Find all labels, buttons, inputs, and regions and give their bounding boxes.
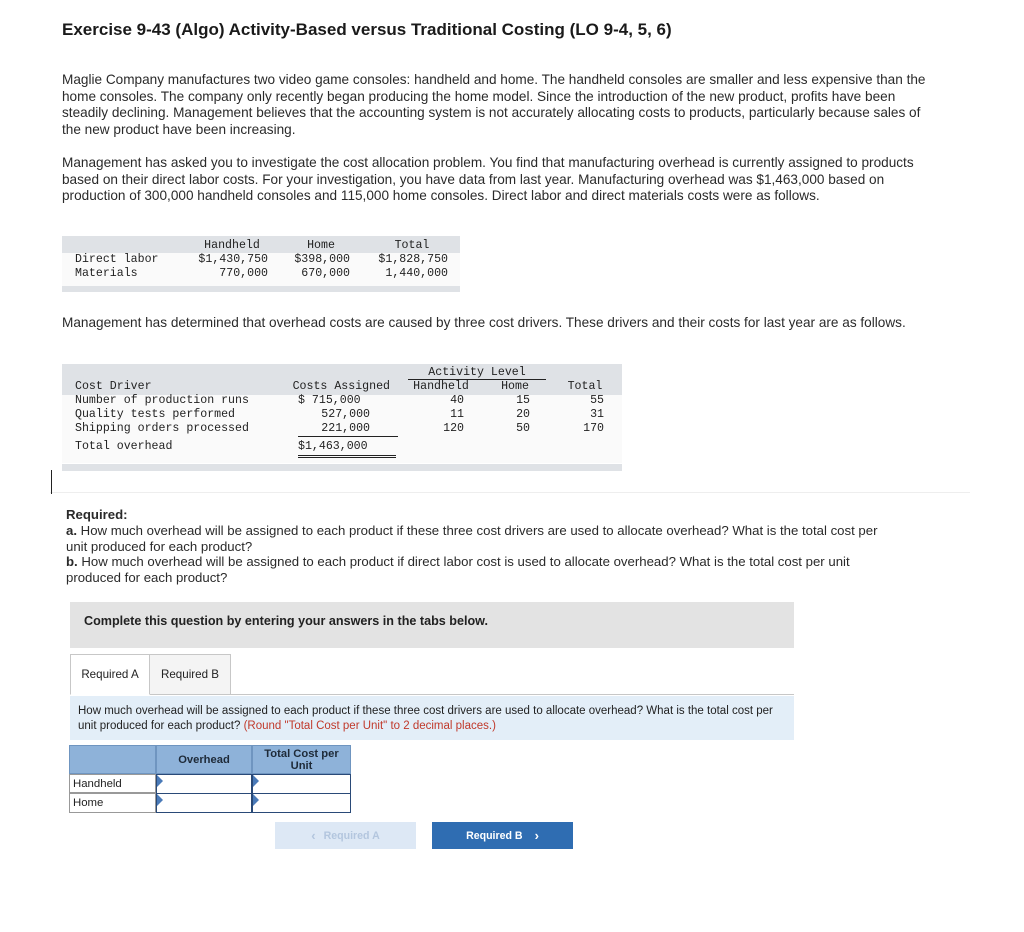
driver-table-footer-bar: [62, 464, 622, 471]
question-text-container: [78, 704, 778, 734]
cell-shipping-total: 170: [583, 422, 604, 435]
cell-runs-handheld: 40: [450, 394, 464, 407]
required-b: [66, 554, 896, 585]
row-label-materials: Materials: [75, 267, 138, 280]
cell-runs-cost: $ 715,000: [298, 394, 361, 407]
home-overhead-input[interactable]: [156, 793, 252, 813]
home-total-cost-input[interactable]: [252, 793, 351, 813]
instructions-banner: [70, 602, 794, 648]
row-label-production-runs: Number of production runs: [75, 394, 249, 407]
row-label-quality-tests: Quality tests performed: [75, 408, 236, 421]
answer-header-overhead: Overhead: [156, 745, 252, 774]
question-text: How much overhead will be assigned to each product if these three cost drivers are used to allocate overhead? What is the total cost per unit produced for each product?: [78, 705, 773, 732]
col-header-home: Home: [501, 380, 529, 393]
cell-runs-total: 55: [590, 394, 604, 407]
cell-total-overhead: $1,463,000: [298, 440, 396, 458]
text-cursor: [51, 470, 52, 494]
col-header-handheld: Handheld: [413, 380, 469, 393]
cell-mat-total: 1,440,000: [385, 267, 448, 280]
col-header-total: Total: [567, 380, 603, 393]
required-b-label: b.: [66, 554, 78, 569]
prev-required-a-button[interactable]: [275, 822, 416, 849]
col-header-cost-driver: Cost Driver: [75, 380, 152, 393]
col-header-handheld: Handheld: [204, 239, 260, 252]
input-marker-icon: [253, 794, 259, 806]
cell-dl-home: $398,000: [294, 253, 350, 266]
tab-required-b-label: Required B: [160, 668, 219, 681]
handheld-total-cost-input[interactable]: [252, 774, 351, 794]
subtotal-rule: [298, 436, 398, 437]
instructions-text: Complete this question by entering your answers in the tabs below.: [84, 614, 488, 628]
row-label-total-overhead: Total overhead: [75, 440, 173, 453]
tab-required-a-label: Required A: [81, 668, 139, 681]
input-marker-icon: [253, 775, 259, 787]
cell-shipping-handheld: 120: [443, 422, 464, 435]
intro-paragraph: Maglie Company manufactures two video game consoles: handheld and home. The handheld consoles are smaller and less expensive than the home consoles. The company only recently began producing the home model. Since the introduction of the new product, profits have been steadily declining. Management believes that the accounting system is not accurately allocating costs to products, particularly because sales of the new product have been increasing.: [62, 72, 926, 137]
cell-shipping-cost: 221,000: [321, 422, 370, 435]
answer-header-total-cost: Total Cost per Unit: [252, 745, 351, 774]
cost-table-footer-bar: [62, 286, 460, 292]
cell-tests-handheld: 11: [450, 408, 464, 421]
tab-required-a[interactable]: [70, 654, 150, 695]
answer-row-label-handheld: Handheld: [69, 774, 156, 793]
answer-header-blank: [69, 745, 156, 774]
answer-table: [69, 745, 351, 814]
rounding-note: (Round "Total Cost per Unit" to 2 decimal places.): [243, 719, 496, 732]
row-label-direct-labor: Direct labor: [75, 253, 159, 266]
input-marker-icon: [157, 775, 163, 787]
required-b-text: How much overhead will be assigned to each product if direct labor cost is used to allocate overhead? What is the total cost per unit produced for each product?: [66, 554, 850, 585]
required-a: [66, 523, 896, 554]
cell-shipping-home: 50: [516, 422, 530, 435]
next-button-label: Required B: [466, 829, 523, 842]
col-header-costs-assigned: Costs Assigned: [292, 380, 390, 393]
chevron-left-icon: ‹: [311, 828, 316, 843]
cell-dl-handheld: $1,430,750: [198, 253, 268, 266]
cost-table: [62, 236, 460, 292]
prev-button-label: Required A: [323, 829, 380, 842]
chevron-right-icon: ›: [534, 828, 539, 843]
required-a-text: How much overhead will be assigned to each product if these three cost drivers are used to allocate overhead? What is the total cost per unit produced for each product?: [66, 523, 878, 554]
cell-mat-home: 670,000: [301, 267, 350, 280]
driver-table: [62, 364, 622, 472]
required-heading: Required:: [66, 507, 128, 522]
page-title: Exercise 9-43 (Algo) Activity-Based versus Traditional Costing (LO 9-4, 5, 6): [62, 20, 672, 39]
input-marker-icon: [157, 794, 163, 806]
cell-dl-total: $1,828,750: [378, 253, 448, 266]
cell-runs-home: 15: [516, 394, 530, 407]
drivers-paragraph: Management has determined that overhead costs are caused by three cost drivers. These drivers and their costs for last year are as follows.: [62, 315, 906, 330]
question-box: [70, 696, 794, 740]
section-divider: [50, 492, 970, 493]
answer-row-label-home: Home: [69, 793, 156, 813]
activity-level-header: Activity Level: [408, 366, 546, 380]
cell-tests-cost: 527,000: [321, 408, 370, 421]
col-header-total: Total: [394, 239, 430, 252]
next-required-b-button[interactable]: [432, 822, 573, 849]
tab-strip-line: [150, 694, 794, 695]
cell-tests-home: 20: [516, 408, 530, 421]
col-header-home: Home: [307, 239, 335, 252]
tab-required-b[interactable]: [150, 654, 231, 695]
required-a-label: a.: [66, 523, 77, 538]
cell-mat-handheld: 770,000: [219, 267, 268, 280]
cell-tests-total: 31: [590, 408, 604, 421]
investigation-paragraph: Management has asked you to investigate the cost allocation problem. You find that manufacturing overhead is currently assigned to products based on their direct labor costs. For your investigation, you have data from last year. Manufacturing overhead was $1,463,000 based on production of 300,000 handheld consoles and 115,000 home consoles. Direct labor and direct materials costs were as follows.: [62, 155, 914, 204]
handheld-overhead-input[interactable]: [156, 774, 252, 794]
row-label-shipping-orders: Shipping orders processed: [75, 422, 249, 435]
